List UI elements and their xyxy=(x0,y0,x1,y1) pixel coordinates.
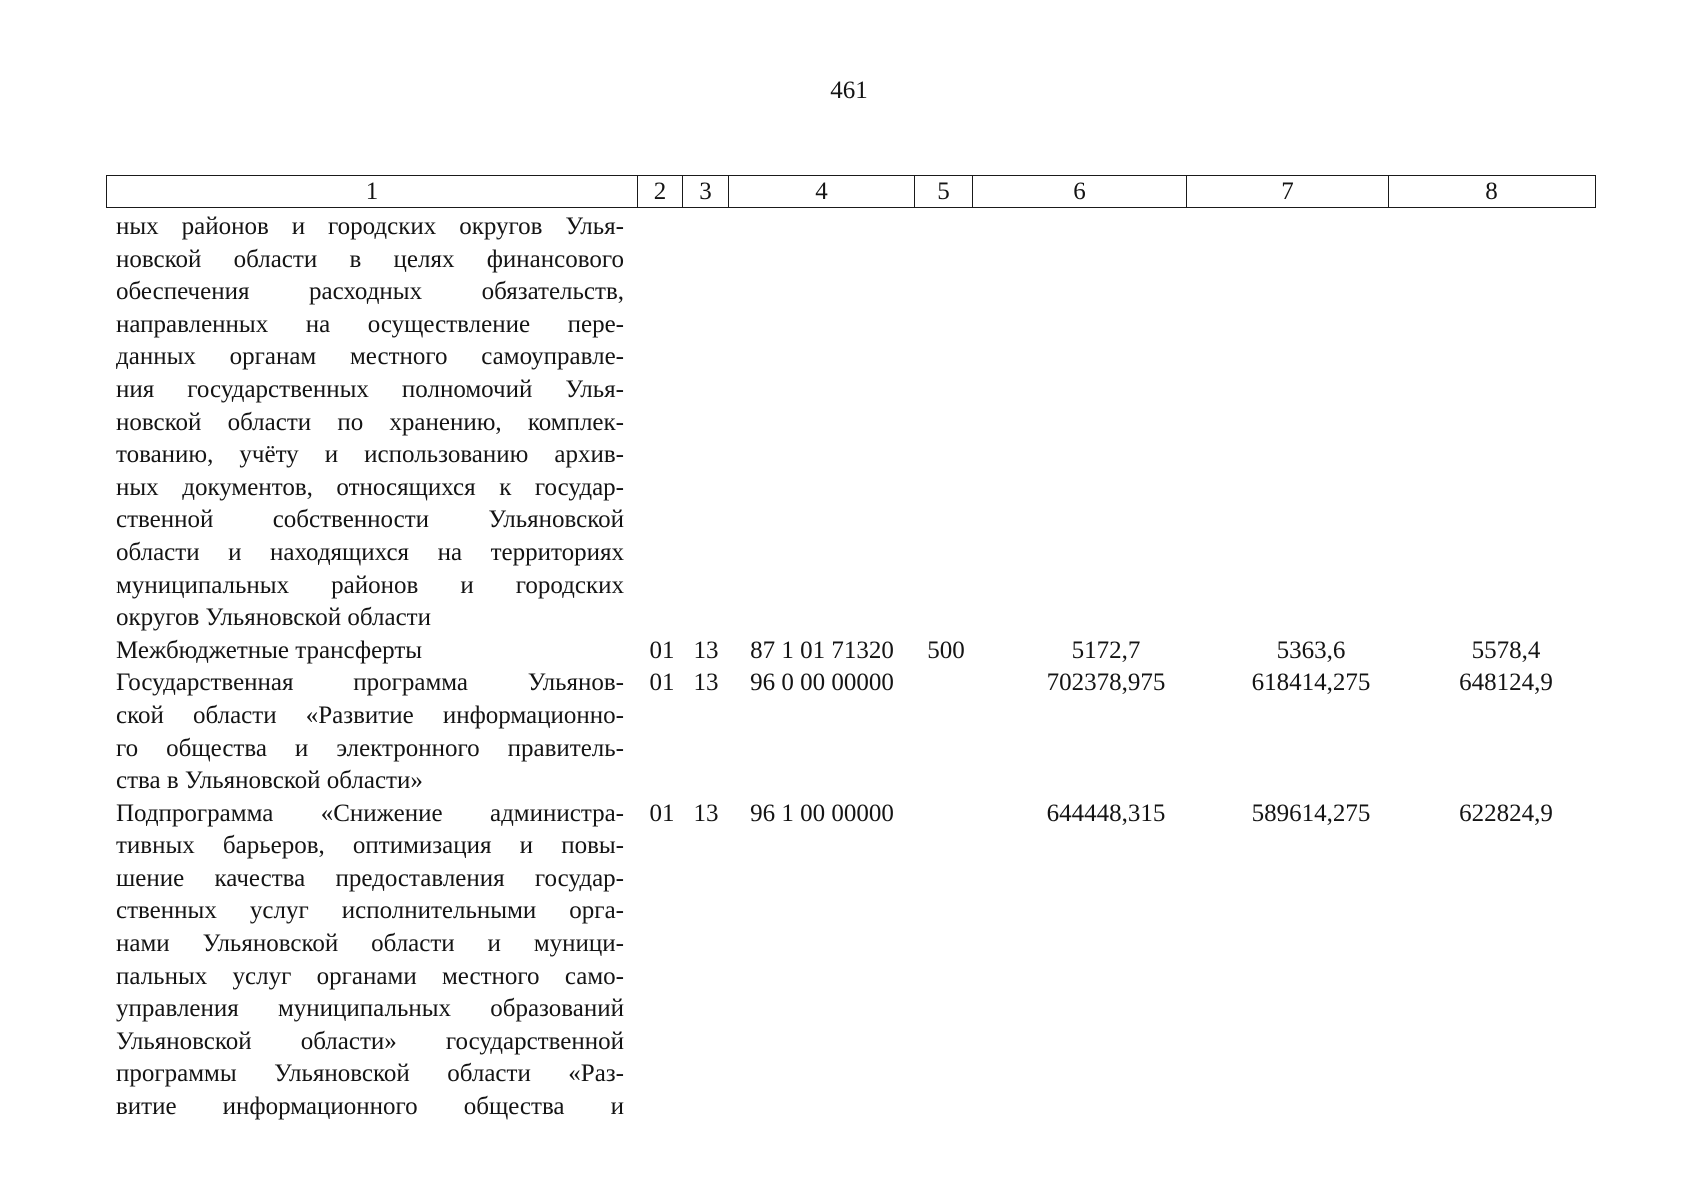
description-line: новской области по хранению, комплек- xyxy=(116,408,624,436)
description-line: направленных на осуществление пере- xyxy=(116,310,624,338)
description-line: ственной собственности Ульяновской xyxy=(116,506,624,534)
description-line: ственных услуг исполнительными орга- xyxy=(116,897,624,925)
amount-col-6: 702378,975 xyxy=(1046,669,1166,697)
subsection-code: 13 xyxy=(693,799,719,827)
description-line: управления муниципальных образований xyxy=(116,995,624,1023)
table-row xyxy=(116,211,1596,635)
table-row xyxy=(116,798,1596,1124)
description-line: ных районов и городских округов Улья- xyxy=(116,213,624,240)
header-col-6: 6 xyxy=(973,176,1187,207)
section-code: 01 xyxy=(649,799,675,827)
target-article-code: 87 1 01 71320 xyxy=(750,636,894,664)
table-header-row xyxy=(106,175,1596,208)
description-line: новской области в целях финансового xyxy=(116,245,624,273)
description-line: ных документов, относящихся к государ- xyxy=(116,473,624,501)
row-description xyxy=(116,635,624,668)
description-line: ства в Ульяновской области» xyxy=(116,767,423,795)
amount-col-7: 618414,275 xyxy=(1251,669,1371,697)
amount-col-6: 644448,315 xyxy=(1046,799,1166,827)
header-col-8: 8 xyxy=(1485,178,1498,205)
description-line: витие информационного общества и xyxy=(116,1093,624,1121)
description-line: округов Ульяновской области xyxy=(116,604,431,632)
row-description xyxy=(116,798,624,1124)
description-line: Межбюджетные трансферты xyxy=(116,636,423,664)
header-col-7: 7 xyxy=(1187,176,1389,207)
description-line: нами Ульяновской области и муници- xyxy=(116,930,624,958)
description-line: Ульяновской области» государственной xyxy=(116,1027,624,1055)
amount-col-7: 589614,275 xyxy=(1251,799,1371,827)
description-line: тивных барьеров, оптимизация и повы- xyxy=(116,832,624,860)
table-row xyxy=(116,667,1596,797)
amount-col-7: 5363,6 xyxy=(1276,636,1346,664)
table-row xyxy=(116,635,1596,668)
description-line: обеспечения расходных обязательств, xyxy=(116,278,624,306)
description-line: данных органам местного самоуправле- xyxy=(116,343,624,371)
header-col-5: 5 xyxy=(915,176,973,207)
description-line: пальных услуг органами местного само- xyxy=(116,962,624,990)
target-article-code: 96 1 00 00000 xyxy=(750,799,894,827)
header-col-4: 4 xyxy=(729,176,915,207)
amount-col-6: 5172,7 xyxy=(1071,636,1141,664)
expense-type-code: 500 xyxy=(927,636,965,664)
description-line: шение качества предоставления государ- xyxy=(116,864,624,892)
table-body xyxy=(116,211,1596,1124)
section-code: 01 xyxy=(649,669,675,697)
row-description xyxy=(116,211,624,635)
description-line: муниципальных районов и городских xyxy=(116,571,624,599)
amount-col-8: 622824,9 xyxy=(1459,799,1553,827)
subsection-code: 13 xyxy=(693,669,719,697)
description-line: тованию, учёту и использованию архив- xyxy=(116,441,624,469)
amount-col-8: 648124,9 xyxy=(1459,669,1553,697)
description-line: го общества и электронного правитель- xyxy=(116,734,624,762)
description-line: Государственная программа Ульянов- xyxy=(116,669,624,697)
target-article-code: 96 0 00 00000 xyxy=(750,669,894,697)
description-line: Подпрограмма «Снижение администра- xyxy=(116,799,624,827)
row-description xyxy=(116,667,624,797)
subsection-code: 13 xyxy=(693,636,719,664)
description-line: ской области «Развитие информационно- xyxy=(116,701,624,729)
description-line: ния государственных полномочий Улья- xyxy=(116,375,624,403)
section-code: 01 xyxy=(649,636,675,664)
header-col-2: 2 xyxy=(638,176,683,207)
header-col-1: 1 xyxy=(107,176,638,207)
description-line: области и находящихся на территориях xyxy=(116,538,624,566)
amount-col-8: 5578,4 xyxy=(1471,636,1541,664)
header-col-3: 3 xyxy=(683,176,729,207)
description-line: программы Ульяновской области «Раз- xyxy=(116,1060,624,1088)
page-number: 461 xyxy=(830,77,868,104)
